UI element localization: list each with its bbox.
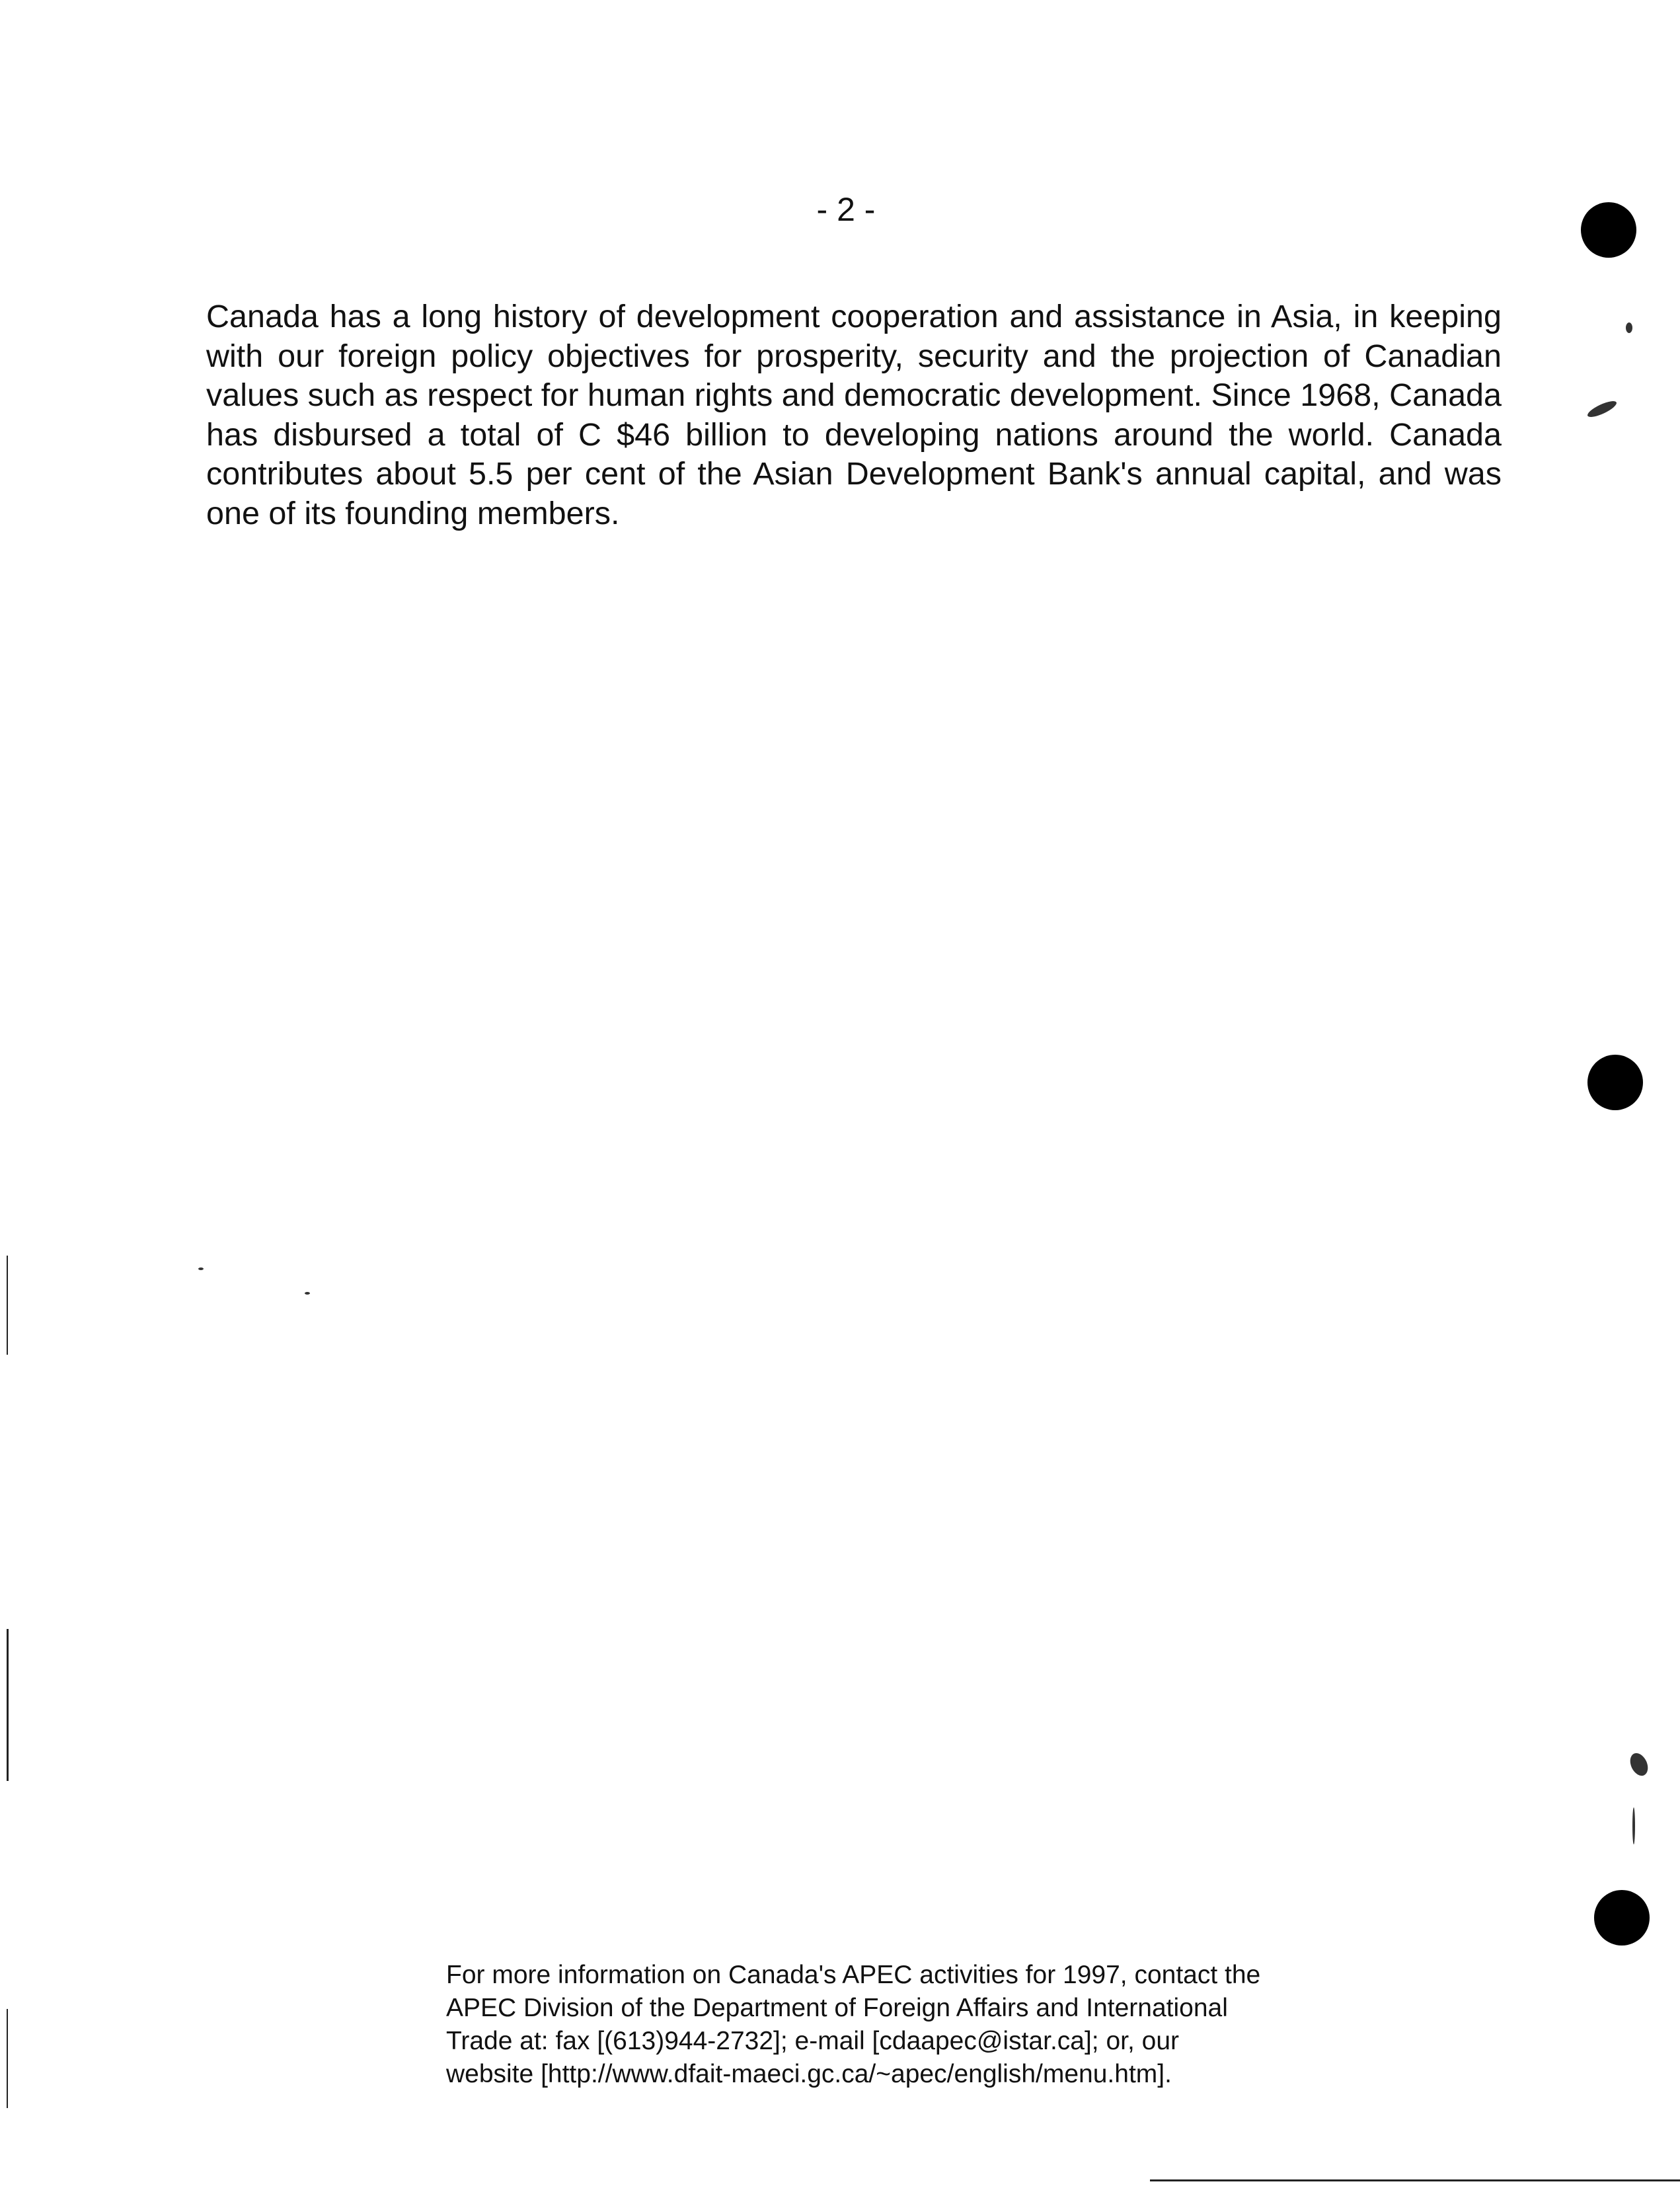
body-paragraph: Canada has a long history of development cooperation and assistance in Asia, in keeping with our foreign policy objectives for prosperity, security and the projection of Canadian values such as respect for human rights and democratic development. Since 1968, Canada has disbursed a total of C $46 billion to developing nations around the world. Canada contributes about 5.5 per cent of the Asian Development Bank's annual capital, and was one of its founding members. [206,299,1502,531]
contact-line: APEC Division of the Department of Foreign Affairs and International [446,1994,1228,2022]
page-number: - 2 - [816,191,876,228]
contact-line: Trade at: fax [(613)944-2732]; e-mail [cdaapec@istar.ca]; or, our [446,2027,1180,2055]
punch-hole-top [1581,202,1636,258]
scan-speck [1585,398,1618,420]
scan-bottom-rule [1150,2179,1680,2181]
punch-hole-bottom [1594,1890,1650,1946]
scan-speck [1632,1807,1635,1844]
scan-speck [198,1267,204,1270]
punch-hole-middle [1587,1055,1643,1110]
contact-information [446,1959,1411,2091]
scan-edge-mark [7,1629,9,1781]
scan-edge-mark [7,1256,8,1355]
scan-speck [1627,1751,1652,1779]
scan-edge-mark [7,2009,8,2108]
contact-line: For more information on Canada's APEC activities for 1997, contact the [446,1961,1261,1989]
scan-speck [305,1292,310,1295]
scan-speck [1626,322,1632,333]
contact-line: website [http://www.dfait-maeci.gc.ca/~apec/english/menu.htm]. [446,2060,1172,2088]
